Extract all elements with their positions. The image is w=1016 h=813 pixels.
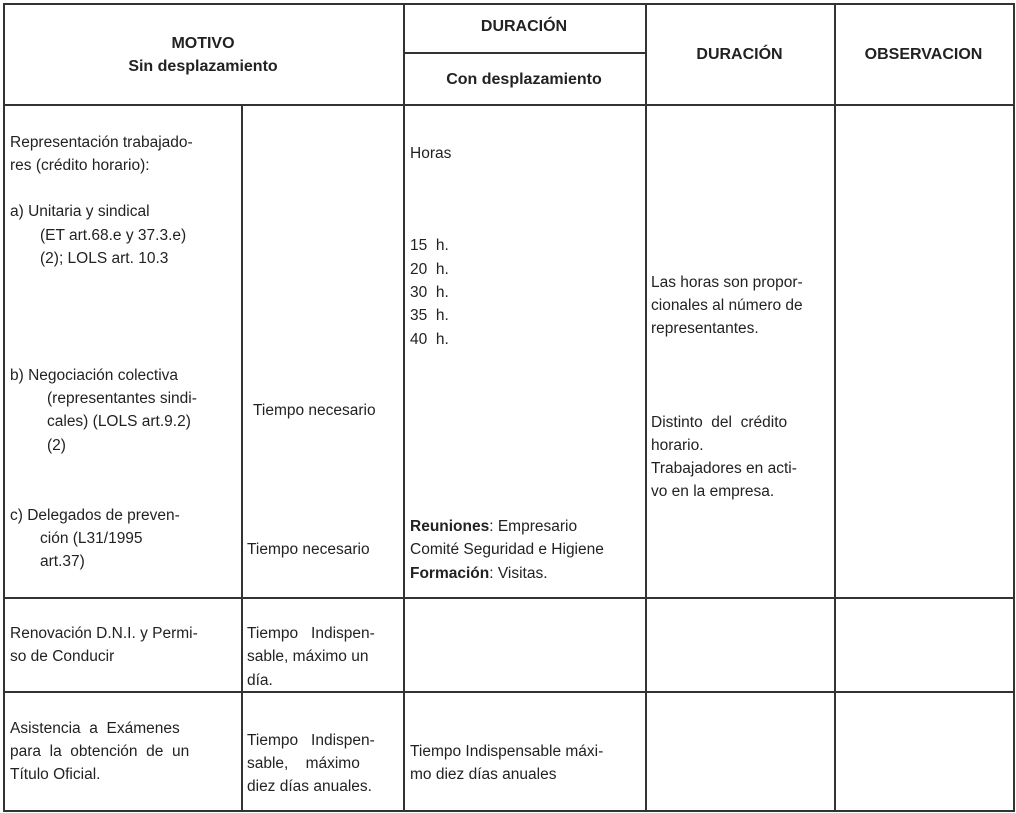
header-con-desplazamiento: Con desplazamiento bbox=[446, 71, 602, 88]
cell-text: Horas bbox=[410, 145, 452, 162]
cell-text: Representación trabajado- bbox=[10, 134, 193, 151]
cell-text: Título Oficial. bbox=[10, 766, 101, 783]
cell-text: diez días anuales. bbox=[247, 778, 372, 795]
cell-text: día. bbox=[247, 672, 273, 689]
cell-text: 40 h. bbox=[410, 331, 449, 348]
column-divider bbox=[834, 3, 836, 812]
column-divider bbox=[1013, 3, 1015, 812]
column-divider bbox=[645, 3, 647, 812]
cell-text: Distinto del crédito bbox=[651, 414, 788, 431]
row-divider bbox=[3, 691, 1014, 693]
cell-text: 30 h. bbox=[410, 284, 449, 301]
row-divider bbox=[3, 597, 1014, 599]
header-observacion: OBSERVACION bbox=[864, 46, 983, 63]
cell-text: a) Unitaria y sindical bbox=[10, 203, 150, 220]
cell-text: representantes. bbox=[651, 320, 759, 337]
cell-text: horario. bbox=[651, 437, 704, 454]
cell-text: (ET art.68.e y 37.3.e) bbox=[40, 227, 187, 244]
table-border-top bbox=[3, 3, 1014, 5]
cell-text bbox=[410, 518, 577, 536]
cell-text: Tiempo necesario bbox=[253, 402, 376, 419]
cell-text: cales) (LOLS art.9.2) bbox=[47, 413, 191, 430]
header-sin-desplazamiento: Sin desplazamiento bbox=[128, 58, 278, 75]
cell-text: vo en la empresa. bbox=[651, 483, 775, 500]
cell-text: (representantes sindi- bbox=[47, 390, 197, 407]
bold-label: Reuniones bbox=[410, 518, 490, 535]
header-motivo: MOTIVO bbox=[171, 35, 235, 52]
cell-text: : Visitas. bbox=[489, 565, 548, 582]
cell-text: Tiempo necesario bbox=[247, 541, 370, 558]
table-border-bottom bbox=[3, 810, 1014, 812]
cell-text: Asistencia a Exámenes bbox=[10, 720, 180, 737]
column-divider bbox=[241, 104, 243, 812]
header-divider bbox=[403, 52, 646, 54]
cell-text: : Empresario bbox=[489, 518, 578, 535]
cell-text: sable, máximo un bbox=[247, 648, 369, 665]
cell-text: 20 h. bbox=[410, 261, 449, 278]
cell-text: art.37) bbox=[40, 553, 85, 570]
cell-text: Tiempo Indispensable máxi- bbox=[410, 743, 604, 760]
cell-text: 35 h. bbox=[410, 307, 449, 324]
cell-text: so de Conducir bbox=[10, 648, 115, 665]
cell-text bbox=[410, 565, 548, 583]
header-duracion: DURACIÓN bbox=[696, 46, 783, 63]
cell-text: Tiempo Indispen- bbox=[247, 732, 375, 749]
cell-text: 15 h. bbox=[410, 237, 449, 254]
cell-text: ción (L31/1995 bbox=[40, 530, 143, 547]
cell-text: sable, máximo bbox=[247, 755, 360, 772]
cell-text: (2); LOLS art. 10.3 bbox=[40, 250, 169, 267]
cell-text: c) Delegados de preven- bbox=[10, 507, 180, 524]
cell-text: b) Negociación colectiva bbox=[10, 367, 179, 384]
cell-text: res (crédito horario): bbox=[10, 157, 150, 174]
row-divider bbox=[3, 104, 1014, 106]
column-divider bbox=[403, 3, 405, 812]
cell-text: para la obtención de un bbox=[10, 743, 190, 760]
bold-label: Formación bbox=[410, 565, 490, 582]
cell-text: Tiempo Indispen- bbox=[247, 625, 375, 642]
cell-text: mo diez días anuales bbox=[410, 766, 557, 783]
header-duracion-group: DURACIÓN bbox=[480, 18, 568, 35]
column-divider bbox=[3, 3, 5, 812]
cell-text: (2) bbox=[47, 437, 66, 454]
cell-text: Las horas son propor- bbox=[651, 274, 803, 291]
cell-text: Comité Seguridad e Higiene bbox=[410, 541, 604, 558]
cell-text: Renovación D.N.I. y Permi- bbox=[10, 625, 198, 642]
cell-text: cionales al número de bbox=[651, 297, 803, 314]
cell-text: Trabajadores en acti- bbox=[651, 460, 797, 477]
